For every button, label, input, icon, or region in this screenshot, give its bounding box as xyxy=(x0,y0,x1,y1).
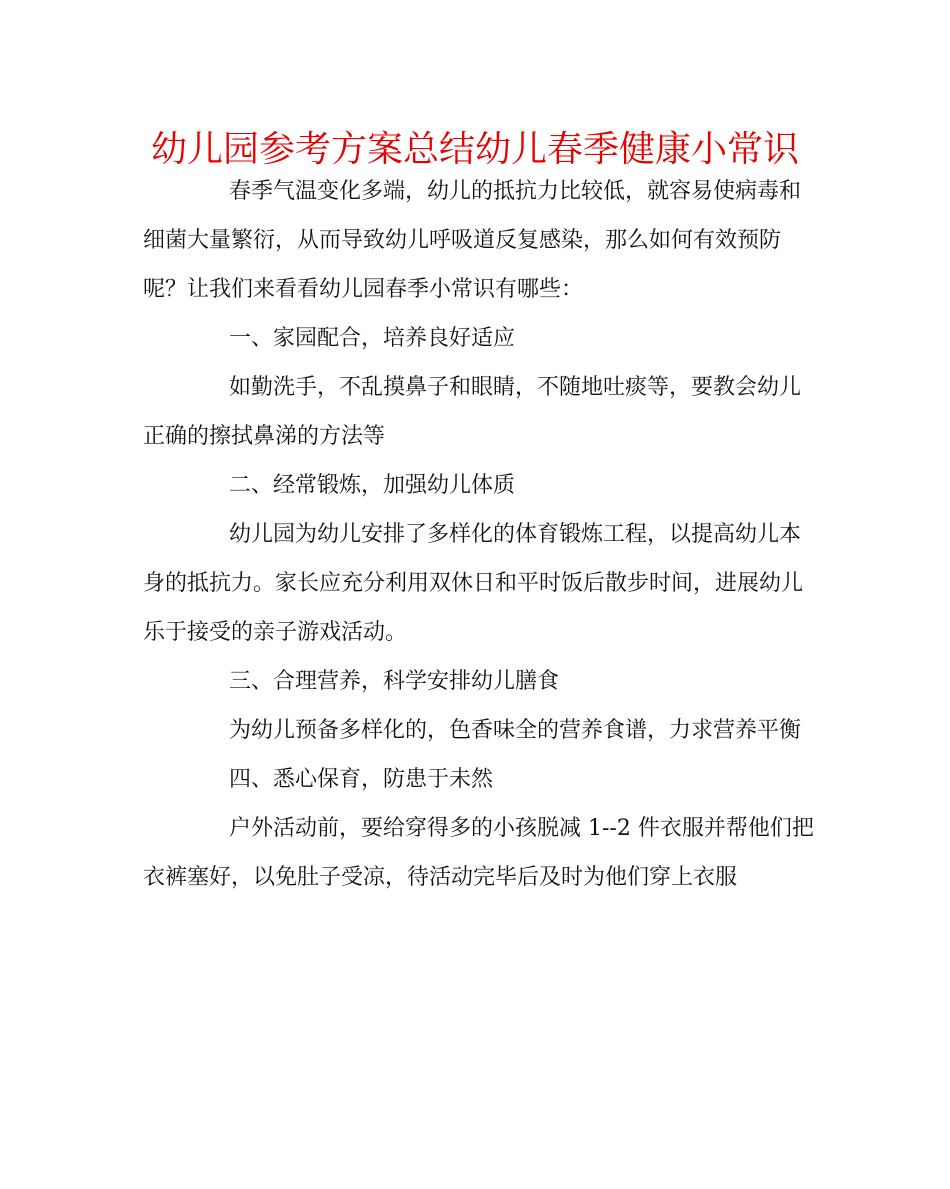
section-heading: 一、家园配合，培养良好适应 xyxy=(229,326,516,351)
section-heading: 三、合理营养，科学安排幼儿膳食 xyxy=(229,669,560,694)
paragraph-line: 细菌大量繁衍，从而导致幼儿呼吸道反复感染，那么如何有效预防 xyxy=(143,228,782,253)
section-heading: 四、悉心保育，防患于未然 xyxy=(229,767,494,792)
paragraph-line: 衣裤塞好，以免肚子受凉，待活动完毕后及时为他们穿上衣服 xyxy=(143,865,738,890)
paragraph-line: 呢？让我们来看看幼儿园春季小常识有哪些： xyxy=(143,277,584,302)
section-heading: 二、经常锻炼，加强幼儿体质 xyxy=(229,473,516,498)
paragraph-line: 身的抵抗力。家长应充分利用双休日和平时饭后散步时间，进展幼儿 xyxy=(143,571,804,596)
document-title: 幼儿园参考方案总结幼儿春季健康小常识 xyxy=(150,129,799,170)
paragraph-line: 乐于接受的亲子游戏活动。 xyxy=(143,620,408,645)
paragraph-line: 春季气温变化多端，幼儿的抵抗力比较低，就容易使病毒和 xyxy=(229,179,802,204)
paragraph-line: 如勤洗手，不乱摸鼻子和眼睛，不随地吐痰等，要教会幼儿 xyxy=(229,375,802,400)
paragraph-line: 为幼儿预备多样化的，色香味全的营养食谱，力求营养平衡 xyxy=(229,718,802,743)
paragraph-line: 正确的擦拭鼻涕的方法等 xyxy=(143,424,386,449)
paragraph-line: 户外活动前，要给穿得多的小孩脱减 1--2 件衣服并帮他们把 xyxy=(229,816,814,841)
paragraph-line: 幼儿园为幼儿安排了多样化的体育锻炼工程，以提高幼儿本 xyxy=(229,522,802,547)
